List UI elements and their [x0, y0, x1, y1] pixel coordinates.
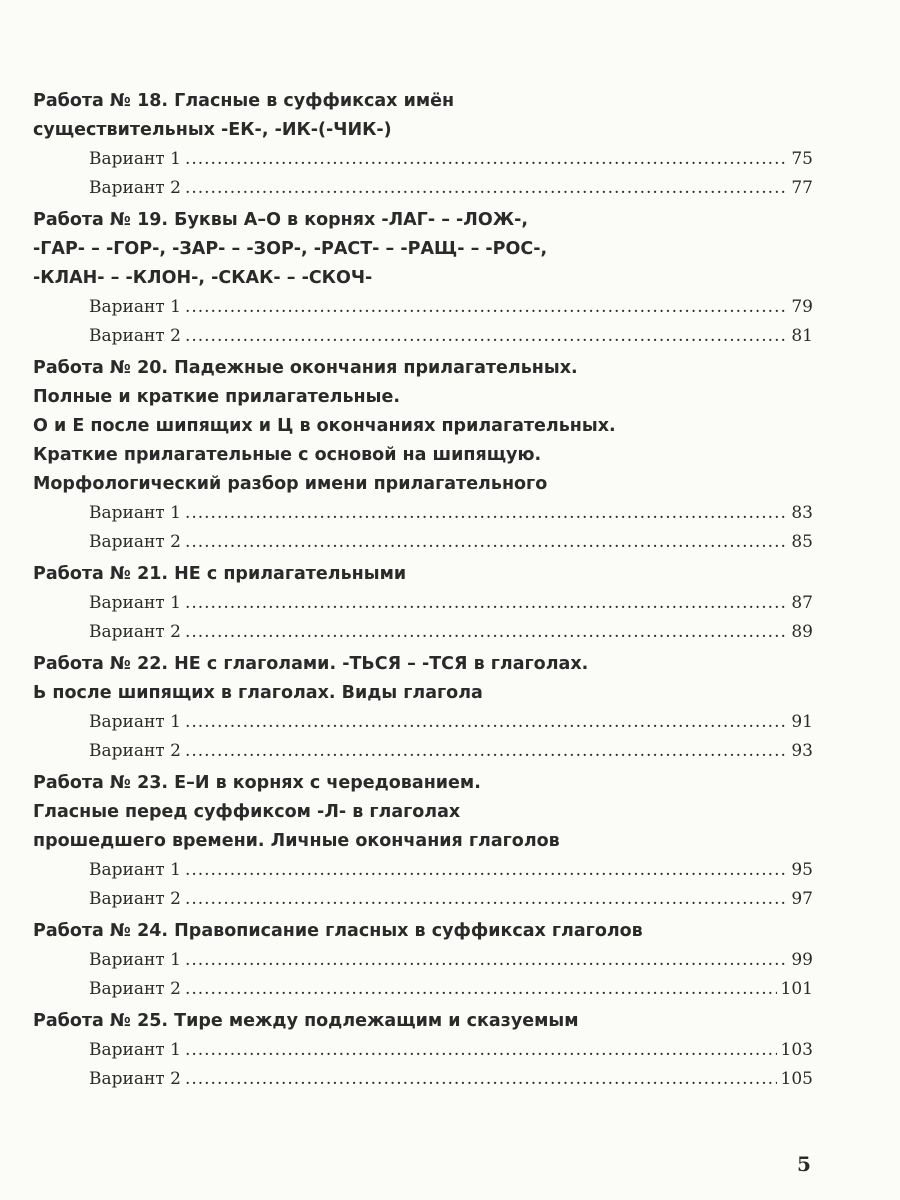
section-heading-line: Работа № 21. НЕ с прилагательными [33, 564, 407, 584]
entry-page-number: 85 [791, 532, 813, 552]
variant-label: Вариант 2 [89, 178, 181, 198]
entry-page-number: 97 [791, 889, 813, 909]
section-heading-line: Работа № 19. Буквы А–О в корнях -ЛАГ- – -ЛОЖ-, [33, 210, 529, 230]
toc-entry [33, 528, 813, 557]
section-heading-line: Гласные перед суффиксом -Л- в глаголах [33, 802, 461, 822]
entry-page-number: 101 [780, 979, 813, 999]
variant-label: Вариант 2 [89, 532, 181, 552]
section-heading-line: Работа № 22. НЕ с глаголами. -ТЬСЯ – -ТСЯ в глаголах. [33, 654, 589, 674]
section-heading-line: -КЛАН- – -КЛОН-, -СКАК- – -СКОЧ- [33, 268, 373, 288]
section-heading-line: Ь после шипящих в глаголах. Виды глагола [33, 683, 483, 703]
entry-page-number: 81 [791, 326, 813, 346]
dot-leader [185, 1036, 777, 1065]
dot-leader [185, 293, 787, 322]
section-heading-line: прошедшего времени. Личные окончания глаголов [33, 831, 560, 851]
toc-entry [33, 975, 813, 1004]
entry-page-number: 105 [780, 1069, 813, 1089]
section-heading-line: Работа № 25. Тире между подлежащим и сказуемым [33, 1011, 579, 1031]
variant-label: Вариант 1 [89, 860, 181, 880]
toc-entry [33, 737, 813, 766]
dot-leader [185, 145, 787, 174]
section-heading-line: Работа № 20. Падежные окончания прилагательных. [33, 358, 578, 378]
toc-entry [33, 708, 813, 737]
dot-leader [185, 885, 787, 914]
variant-label: Вариант 1 [89, 593, 181, 613]
section-heading-line: -ГАР- – -ГОР-, -ЗАР- – -ЗОР-, -РАСТ- – -РАЩ- – -РОС-, [33, 239, 548, 259]
section-heading [33, 354, 813, 499]
section-heading-line: Работа № 18. Гласные в суффиксах имён [33, 91, 455, 111]
toc-entry [33, 618, 813, 647]
variant-label: Вариант 1 [89, 149, 181, 169]
toc-entry [33, 174, 813, 203]
toc-entry [33, 322, 813, 351]
section-heading [33, 650, 813, 708]
toc-entry [33, 145, 813, 174]
variant-label: Вариант 2 [89, 979, 181, 999]
variant-label: Вариант 2 [89, 889, 181, 909]
entry-page-number: 75 [791, 149, 813, 169]
entry-page-number: 99 [791, 950, 813, 970]
section-heading [33, 769, 813, 856]
dot-leader [185, 322, 787, 351]
section-heading [33, 87, 813, 145]
entry-page-number: 89 [791, 622, 813, 642]
toc-entry [33, 1036, 813, 1065]
dot-leader [185, 856, 787, 885]
toc-entry [33, 885, 813, 914]
variant-label: Вариант 1 [89, 297, 181, 317]
dot-leader [185, 174, 787, 203]
section-heading [33, 560, 813, 589]
entry-page-number: 77 [791, 178, 813, 198]
entry-page-number: 103 [780, 1040, 813, 1060]
dot-leader [185, 946, 787, 975]
variant-label: Вариант 2 [89, 622, 181, 642]
entry-page-number: 83 [791, 503, 813, 523]
table-of-contents [33, 84, 813, 1094]
toc-entry [33, 1065, 813, 1094]
page-number: 5 [797, 1152, 811, 1176]
dot-leader [185, 499, 787, 528]
toc-entry [33, 856, 813, 885]
dot-leader [185, 528, 787, 557]
entry-page-number: 93 [791, 741, 813, 761]
section-heading [33, 206, 813, 293]
section-heading-line: Работа № 23. Е–И в корнях с чередованием. [33, 773, 481, 793]
variant-label: Вариант 1 [89, 503, 181, 523]
dot-leader [185, 618, 787, 647]
variant-label: Вариант 1 [89, 950, 181, 970]
section-heading-line: Морфологический разбор имени прилагательного [33, 474, 548, 494]
dot-leader [185, 708, 787, 737]
toc-entry [33, 293, 813, 322]
section-heading-line: существительных -ЕК-, -ИК-(-ЧИК-) [33, 120, 392, 140]
variant-label: Вариант 2 [89, 741, 181, 761]
entry-page-number: 79 [791, 297, 813, 317]
section-heading-line: Краткие прилагательные с основой на шипящую. [33, 445, 542, 465]
dot-leader [185, 1065, 777, 1094]
dot-leader [185, 589, 787, 618]
dot-leader [185, 737, 787, 766]
variant-label: Вариант 1 [89, 712, 181, 732]
toc-entry [33, 946, 813, 975]
section-heading-line: О и Е после шипящих и Ц в окончаниях прилагательных. [33, 416, 616, 436]
dot-leader [185, 975, 777, 1004]
section-heading-line: Работа № 24. Правописание гласных в суффиксах глаголов [33, 921, 643, 941]
section-heading [33, 1007, 813, 1036]
entry-page-number: 87 [791, 593, 813, 613]
variant-label: Вариант 1 [89, 1040, 181, 1060]
variant-label: Вариант 2 [89, 326, 181, 346]
toc-entry [33, 499, 813, 528]
toc-entry [33, 589, 813, 618]
section-heading [33, 917, 813, 946]
variant-label: Вариант 2 [89, 1069, 181, 1089]
entry-page-number: 91 [791, 712, 813, 732]
entry-page-number: 95 [791, 860, 813, 880]
section-heading-line: Полные и краткие прилагательные. [33, 387, 400, 407]
